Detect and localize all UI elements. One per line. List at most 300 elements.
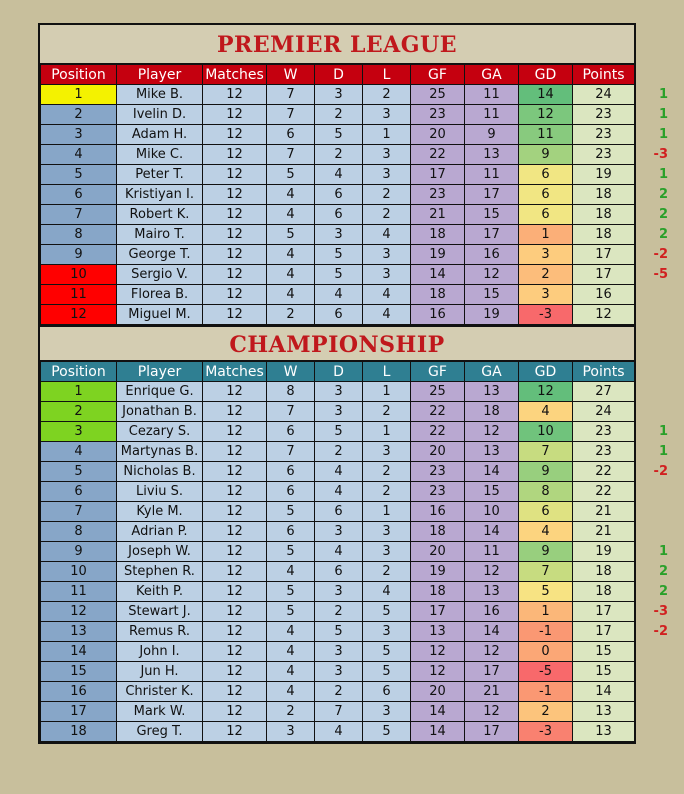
goals-for-cell: 25 (411, 85, 465, 105)
table-row (41, 245, 635, 265)
points-cell: 15 (573, 662, 635, 682)
draws-cell: 3 (315, 642, 363, 662)
losses-cell: 1 (363, 382, 411, 402)
column-header-matches: Matches (203, 65, 267, 85)
goals-against-cell: 12 (465, 562, 519, 582)
points-cell: 24 (573, 402, 635, 422)
goal-difference-cell: 6 (519, 165, 573, 185)
wins-cell: 4 (267, 185, 315, 205)
player-cell: Nicholas B. (117, 462, 203, 482)
player-cell: Ivelin D. (117, 105, 203, 125)
losses-cell: 1 (363, 502, 411, 522)
draws-cell: 5 (315, 265, 363, 285)
points-cell: 27 (573, 382, 635, 402)
player-cell: Sergio V. (117, 265, 203, 285)
goals-against-cell: 14 (465, 462, 519, 482)
goals-against-cell: 13 (465, 145, 519, 165)
draws-cell: 5 (315, 245, 363, 265)
matches-cell: 12 (203, 125, 267, 145)
losses-cell: 2 (363, 482, 411, 502)
goal-difference-cell: 5 (519, 582, 573, 602)
column-header-l: L (363, 65, 411, 85)
losses-cell: 5 (363, 722, 411, 742)
player-cell: Robert K. (117, 205, 203, 225)
draws-cell: 6 (315, 185, 363, 205)
points-cell: 19 (573, 542, 635, 562)
goals-for-cell: 20 (411, 682, 465, 702)
position-change: -3 (653, 146, 668, 162)
goals-for-cell: 18 (411, 285, 465, 305)
column-header-gd: GD (519, 65, 573, 85)
position-cell: 1 (41, 382, 117, 402)
position-cell: 4 (41, 442, 117, 462)
player-cell: Mike B. (117, 85, 203, 105)
table-row (41, 442, 635, 462)
table-row (41, 662, 635, 682)
goals-against-cell: 12 (465, 702, 519, 722)
goals-for-cell: 18 (411, 582, 465, 602)
table-row (41, 522, 635, 542)
table-row (41, 562, 635, 582)
column-header-position: Position (41, 65, 117, 85)
draws-cell: 6 (315, 562, 363, 582)
goals-against-cell: 11 (465, 165, 519, 185)
draws-cell: 5 (315, 422, 363, 442)
goals-for-cell: 12 (411, 662, 465, 682)
losses-cell: 3 (363, 245, 411, 265)
position-cell: 11 (41, 582, 117, 602)
table-row (41, 125, 635, 145)
losses-cell: 2 (363, 402, 411, 422)
matches-cell: 12 (203, 185, 267, 205)
table-row (41, 422, 635, 442)
losses-cell: 2 (363, 205, 411, 225)
wins-cell: 4 (267, 205, 315, 225)
goal-difference-cell: -5 (519, 662, 573, 682)
goals-against-cell: 16 (465, 245, 519, 265)
goal-difference-cell: 11 (519, 125, 573, 145)
position-cell: 2 (41, 402, 117, 422)
position-change: 2 (658, 583, 668, 599)
position-change: 1 (658, 443, 668, 459)
matches-cell: 12 (203, 522, 267, 542)
table-row (41, 85, 635, 105)
draws-cell: 2 (315, 145, 363, 165)
player-cell: Keith P. (117, 582, 203, 602)
losses-cell: 5 (363, 642, 411, 662)
wins-cell: 7 (267, 442, 315, 462)
matches-cell: 12 (203, 722, 267, 742)
losses-cell: 5 (363, 602, 411, 622)
matches-cell: 12 (203, 442, 267, 462)
player-cell: Enrique G. (117, 382, 203, 402)
goals-against-cell: 17 (465, 722, 519, 742)
draws-cell: 7 (315, 702, 363, 722)
draws-cell: 3 (315, 382, 363, 402)
losses-cell: 3 (363, 622, 411, 642)
draws-cell: 2 (315, 602, 363, 622)
position-cell: 14 (41, 642, 117, 662)
column-header-ga: GA (465, 362, 519, 382)
player-cell: Jun H. (117, 662, 203, 682)
goals-for-cell: 22 (411, 145, 465, 165)
goals-for-cell: 23 (411, 462, 465, 482)
wins-cell: 5 (267, 602, 315, 622)
wins-cell: 4 (267, 285, 315, 305)
column-header-points: Points (573, 65, 635, 85)
player-cell: Peter T. (117, 165, 203, 185)
player-cell: Liviu S. (117, 482, 203, 502)
goals-against-cell: 13 (465, 582, 519, 602)
position-cell: 7 (41, 502, 117, 522)
position-change: -5 (653, 266, 668, 282)
column-header-position: Position (41, 362, 117, 382)
matches-cell: 12 (203, 662, 267, 682)
table-row (41, 285, 635, 305)
wins-cell: 6 (267, 125, 315, 145)
matches-cell: 12 (203, 422, 267, 442)
goals-against-cell: 16 (465, 602, 519, 622)
goal-difference-cell: 1 (519, 225, 573, 245)
matches-cell: 12 (203, 562, 267, 582)
position-change: -3 (653, 603, 668, 619)
matches-cell: 12 (203, 502, 267, 522)
championship-title: CHAMPIONSHIP (40, 325, 634, 361)
draws-cell: 3 (315, 225, 363, 245)
goals-for-cell: 16 (411, 305, 465, 325)
player-cell: Adrian P. (117, 522, 203, 542)
draws-cell: 3 (315, 85, 363, 105)
losses-cell: 2 (363, 85, 411, 105)
points-cell: 18 (573, 185, 635, 205)
table-row (41, 482, 635, 502)
draws-cell: 6 (315, 205, 363, 225)
goals-for-cell: 14 (411, 702, 465, 722)
player-cell: Christer K. (117, 682, 203, 702)
points-cell: 23 (573, 422, 635, 442)
matches-cell: 12 (203, 265, 267, 285)
goals-against-cell: 18 (465, 402, 519, 422)
goals-against-cell: 14 (465, 522, 519, 542)
points-cell: 18 (573, 562, 635, 582)
goal-difference-cell: 4 (519, 402, 573, 422)
goals-against-cell: 12 (465, 642, 519, 662)
goals-for-cell: 17 (411, 165, 465, 185)
draws-cell: 4 (315, 165, 363, 185)
player-cell: Mark W. (117, 702, 203, 722)
losses-cell: 3 (363, 542, 411, 562)
table-row (41, 622, 635, 642)
goal-difference-cell: 8 (519, 482, 573, 502)
wins-cell: 4 (267, 622, 315, 642)
matches-cell: 12 (203, 542, 267, 562)
draws-cell: 3 (315, 582, 363, 602)
table-row (41, 542, 635, 562)
goals-against-cell: 11 (465, 85, 519, 105)
draws-cell: 4 (315, 722, 363, 742)
goal-difference-cell: 6 (519, 502, 573, 522)
losses-cell: 3 (363, 105, 411, 125)
points-cell: 13 (573, 702, 635, 722)
losses-cell: 4 (363, 582, 411, 602)
player-cell: Stewart J. (117, 602, 203, 622)
losses-cell: 4 (363, 285, 411, 305)
goals-for-cell: 20 (411, 125, 465, 145)
column-header-w: W (267, 362, 315, 382)
draws-cell: 5 (315, 125, 363, 145)
losses-cell: 6 (363, 682, 411, 702)
goal-difference-cell: 3 (519, 285, 573, 305)
column-header-points: Points (573, 362, 635, 382)
goals-for-cell: 17 (411, 602, 465, 622)
goals-for-cell: 25 (411, 382, 465, 402)
table-row (41, 105, 635, 125)
player-cell: Florea B. (117, 285, 203, 305)
position-change: 1 (658, 86, 668, 102)
draws-cell: 6 (315, 305, 363, 325)
table-row (41, 722, 635, 742)
matches-cell: 12 (203, 225, 267, 245)
matches-cell: 12 (203, 482, 267, 502)
matches-cell: 12 (203, 205, 267, 225)
wins-cell: 2 (267, 305, 315, 325)
points-cell: 23 (573, 442, 635, 462)
draws-cell: 3 (315, 522, 363, 542)
goals-for-cell: 22 (411, 422, 465, 442)
player-cell: Cezary S. (117, 422, 203, 442)
goal-difference-cell: 1 (519, 602, 573, 622)
goals-against-cell: 13 (465, 442, 519, 462)
goals-for-cell: 16 (411, 502, 465, 522)
matches-cell: 12 (203, 85, 267, 105)
column-header-player: Player (117, 65, 203, 85)
position-change: 2 (658, 186, 668, 202)
losses-cell: 5 (363, 662, 411, 682)
goal-difference-cell: 12 (519, 382, 573, 402)
goals-for-cell: 23 (411, 105, 465, 125)
matches-cell: 12 (203, 305, 267, 325)
goal-difference-cell: -3 (519, 722, 573, 742)
matches-cell: 12 (203, 382, 267, 402)
table-row (41, 582, 635, 602)
position-change: 2 (658, 563, 668, 579)
player-cell: John I. (117, 642, 203, 662)
column-header-gd: GD (519, 362, 573, 382)
wins-cell: 6 (267, 422, 315, 442)
goal-difference-cell: 7 (519, 562, 573, 582)
matches-cell: 12 (203, 582, 267, 602)
wins-cell: 3 (267, 722, 315, 742)
points-cell: 17 (573, 622, 635, 642)
position-cell: 18 (41, 722, 117, 742)
wins-cell: 6 (267, 482, 315, 502)
points-cell: 22 (573, 482, 635, 502)
goals-for-cell: 14 (411, 722, 465, 742)
losses-cell: 3 (363, 145, 411, 165)
points-cell: 17 (573, 265, 635, 285)
wins-cell: 5 (267, 165, 315, 185)
table-row (41, 165, 635, 185)
position-cell: 12 (41, 602, 117, 622)
draws-cell: 3 (315, 662, 363, 682)
column-header-w: W (267, 65, 315, 85)
position-change: 1 (658, 543, 668, 559)
wins-cell: 5 (267, 582, 315, 602)
goals-against-cell: 17 (465, 225, 519, 245)
player-cell: Mike C. (117, 145, 203, 165)
points-cell: 17 (573, 245, 635, 265)
premier-league-title: PREMIER LEAGUE (40, 25, 634, 64)
goals-against-cell: 12 (465, 422, 519, 442)
premier-league-header-row (41, 65, 635, 85)
goals-against-cell: 15 (465, 205, 519, 225)
goal-difference-cell: 14 (519, 85, 573, 105)
table-row (41, 185, 635, 205)
player-cell: Mairo T. (117, 225, 203, 245)
position-change: -2 (653, 463, 668, 479)
losses-cell: 3 (363, 702, 411, 722)
player-cell: Kyle M. (117, 502, 203, 522)
goals-against-cell: 11 (465, 105, 519, 125)
position-change: -2 (653, 623, 668, 639)
matches-cell: 12 (203, 145, 267, 165)
position-cell: 7 (41, 205, 117, 225)
draws-cell: 6 (315, 502, 363, 522)
position-cell: 5 (41, 462, 117, 482)
points-cell: 12 (573, 305, 635, 325)
wins-cell: 5 (267, 502, 315, 522)
player-cell: George T. (117, 245, 203, 265)
wins-cell: 5 (267, 542, 315, 562)
goals-for-cell: 18 (411, 225, 465, 245)
points-cell: 22 (573, 462, 635, 482)
wins-cell: 8 (267, 382, 315, 402)
column-header-d: D (315, 362, 363, 382)
draws-cell: 2 (315, 682, 363, 702)
position-cell: 13 (41, 622, 117, 642)
matches-cell: 12 (203, 702, 267, 722)
goals-against-cell: 21 (465, 682, 519, 702)
position-cell: 8 (41, 225, 117, 245)
position-change: 1 (658, 166, 668, 182)
position-cell: 6 (41, 482, 117, 502)
matches-cell: 12 (203, 622, 267, 642)
wins-cell: 5 (267, 225, 315, 245)
wins-cell: 7 (267, 85, 315, 105)
position-cell: 5 (41, 165, 117, 185)
goals-for-cell: 23 (411, 482, 465, 502)
column-header-ga: GA (465, 65, 519, 85)
player-cell: Adam H. (117, 125, 203, 145)
goals-for-cell: 22 (411, 402, 465, 422)
points-cell: 21 (573, 522, 635, 542)
draws-cell: 4 (315, 482, 363, 502)
matches-cell: 12 (203, 285, 267, 305)
table-row (41, 702, 635, 722)
points-cell: 23 (573, 145, 635, 165)
player-cell: Greg T. (117, 722, 203, 742)
position-change: -2 (653, 246, 668, 262)
position-change: 1 (658, 106, 668, 122)
matches-cell: 12 (203, 602, 267, 622)
draws-cell: 2 (315, 442, 363, 462)
position-cell: 3 (41, 125, 117, 145)
goal-difference-cell: 7 (519, 442, 573, 462)
position-cell: 10 (41, 265, 117, 285)
table-row (41, 642, 635, 662)
goals-for-cell: 19 (411, 562, 465, 582)
goal-difference-cell: 10 (519, 422, 573, 442)
goals-for-cell: 21 (411, 205, 465, 225)
goal-difference-cell: 2 (519, 702, 573, 722)
points-cell: 18 (573, 225, 635, 245)
wins-cell: 4 (267, 245, 315, 265)
wins-cell: 4 (267, 562, 315, 582)
draws-cell: 3 (315, 402, 363, 422)
table-row (41, 502, 635, 522)
position-cell: 16 (41, 682, 117, 702)
table-row (41, 602, 635, 622)
goal-difference-cell: 3 (519, 245, 573, 265)
draws-cell: 2 (315, 105, 363, 125)
position-cell: 9 (41, 542, 117, 562)
goals-against-cell: 9 (465, 125, 519, 145)
losses-cell: 2 (363, 562, 411, 582)
position-change: 2 (658, 226, 668, 242)
table-row (41, 305, 635, 325)
points-cell: 15 (573, 642, 635, 662)
matches-cell: 12 (203, 682, 267, 702)
wins-cell: 2 (267, 702, 315, 722)
goal-difference-cell: 9 (519, 542, 573, 562)
player-cell: Stephen R. (117, 562, 203, 582)
goals-for-cell: 13 (411, 622, 465, 642)
table-row (41, 682, 635, 702)
points-cell: 17 (573, 602, 635, 622)
points-cell: 24 (573, 85, 635, 105)
goals-for-cell: 12 (411, 642, 465, 662)
table-row (41, 265, 635, 285)
goals-against-cell: 17 (465, 185, 519, 205)
points-cell: 13 (573, 722, 635, 742)
goals-against-cell: 13 (465, 382, 519, 402)
matches-cell: 12 (203, 105, 267, 125)
goals-for-cell: 14 (411, 265, 465, 285)
position-cell: 8 (41, 522, 117, 542)
position-cell: 9 (41, 245, 117, 265)
points-cell: 18 (573, 582, 635, 602)
position-change: 1 (658, 423, 668, 439)
column-header-player: Player (117, 362, 203, 382)
standings-frame (38, 23, 636, 744)
goal-difference-cell: 4 (519, 522, 573, 542)
position-cell: 10 (41, 562, 117, 582)
goals-against-cell: 12 (465, 265, 519, 285)
goals-for-cell: 20 (411, 542, 465, 562)
losses-cell: 1 (363, 125, 411, 145)
goals-against-cell: 17 (465, 662, 519, 682)
wins-cell: 4 (267, 682, 315, 702)
draws-cell: 4 (315, 542, 363, 562)
premier-league-table (40, 64, 635, 325)
position-cell: 15 (41, 662, 117, 682)
goal-difference-cell: 9 (519, 462, 573, 482)
goals-for-cell: 20 (411, 442, 465, 462)
points-cell: 16 (573, 285, 635, 305)
matches-cell: 12 (203, 245, 267, 265)
position-cell: 17 (41, 702, 117, 722)
points-cell: 23 (573, 105, 635, 125)
